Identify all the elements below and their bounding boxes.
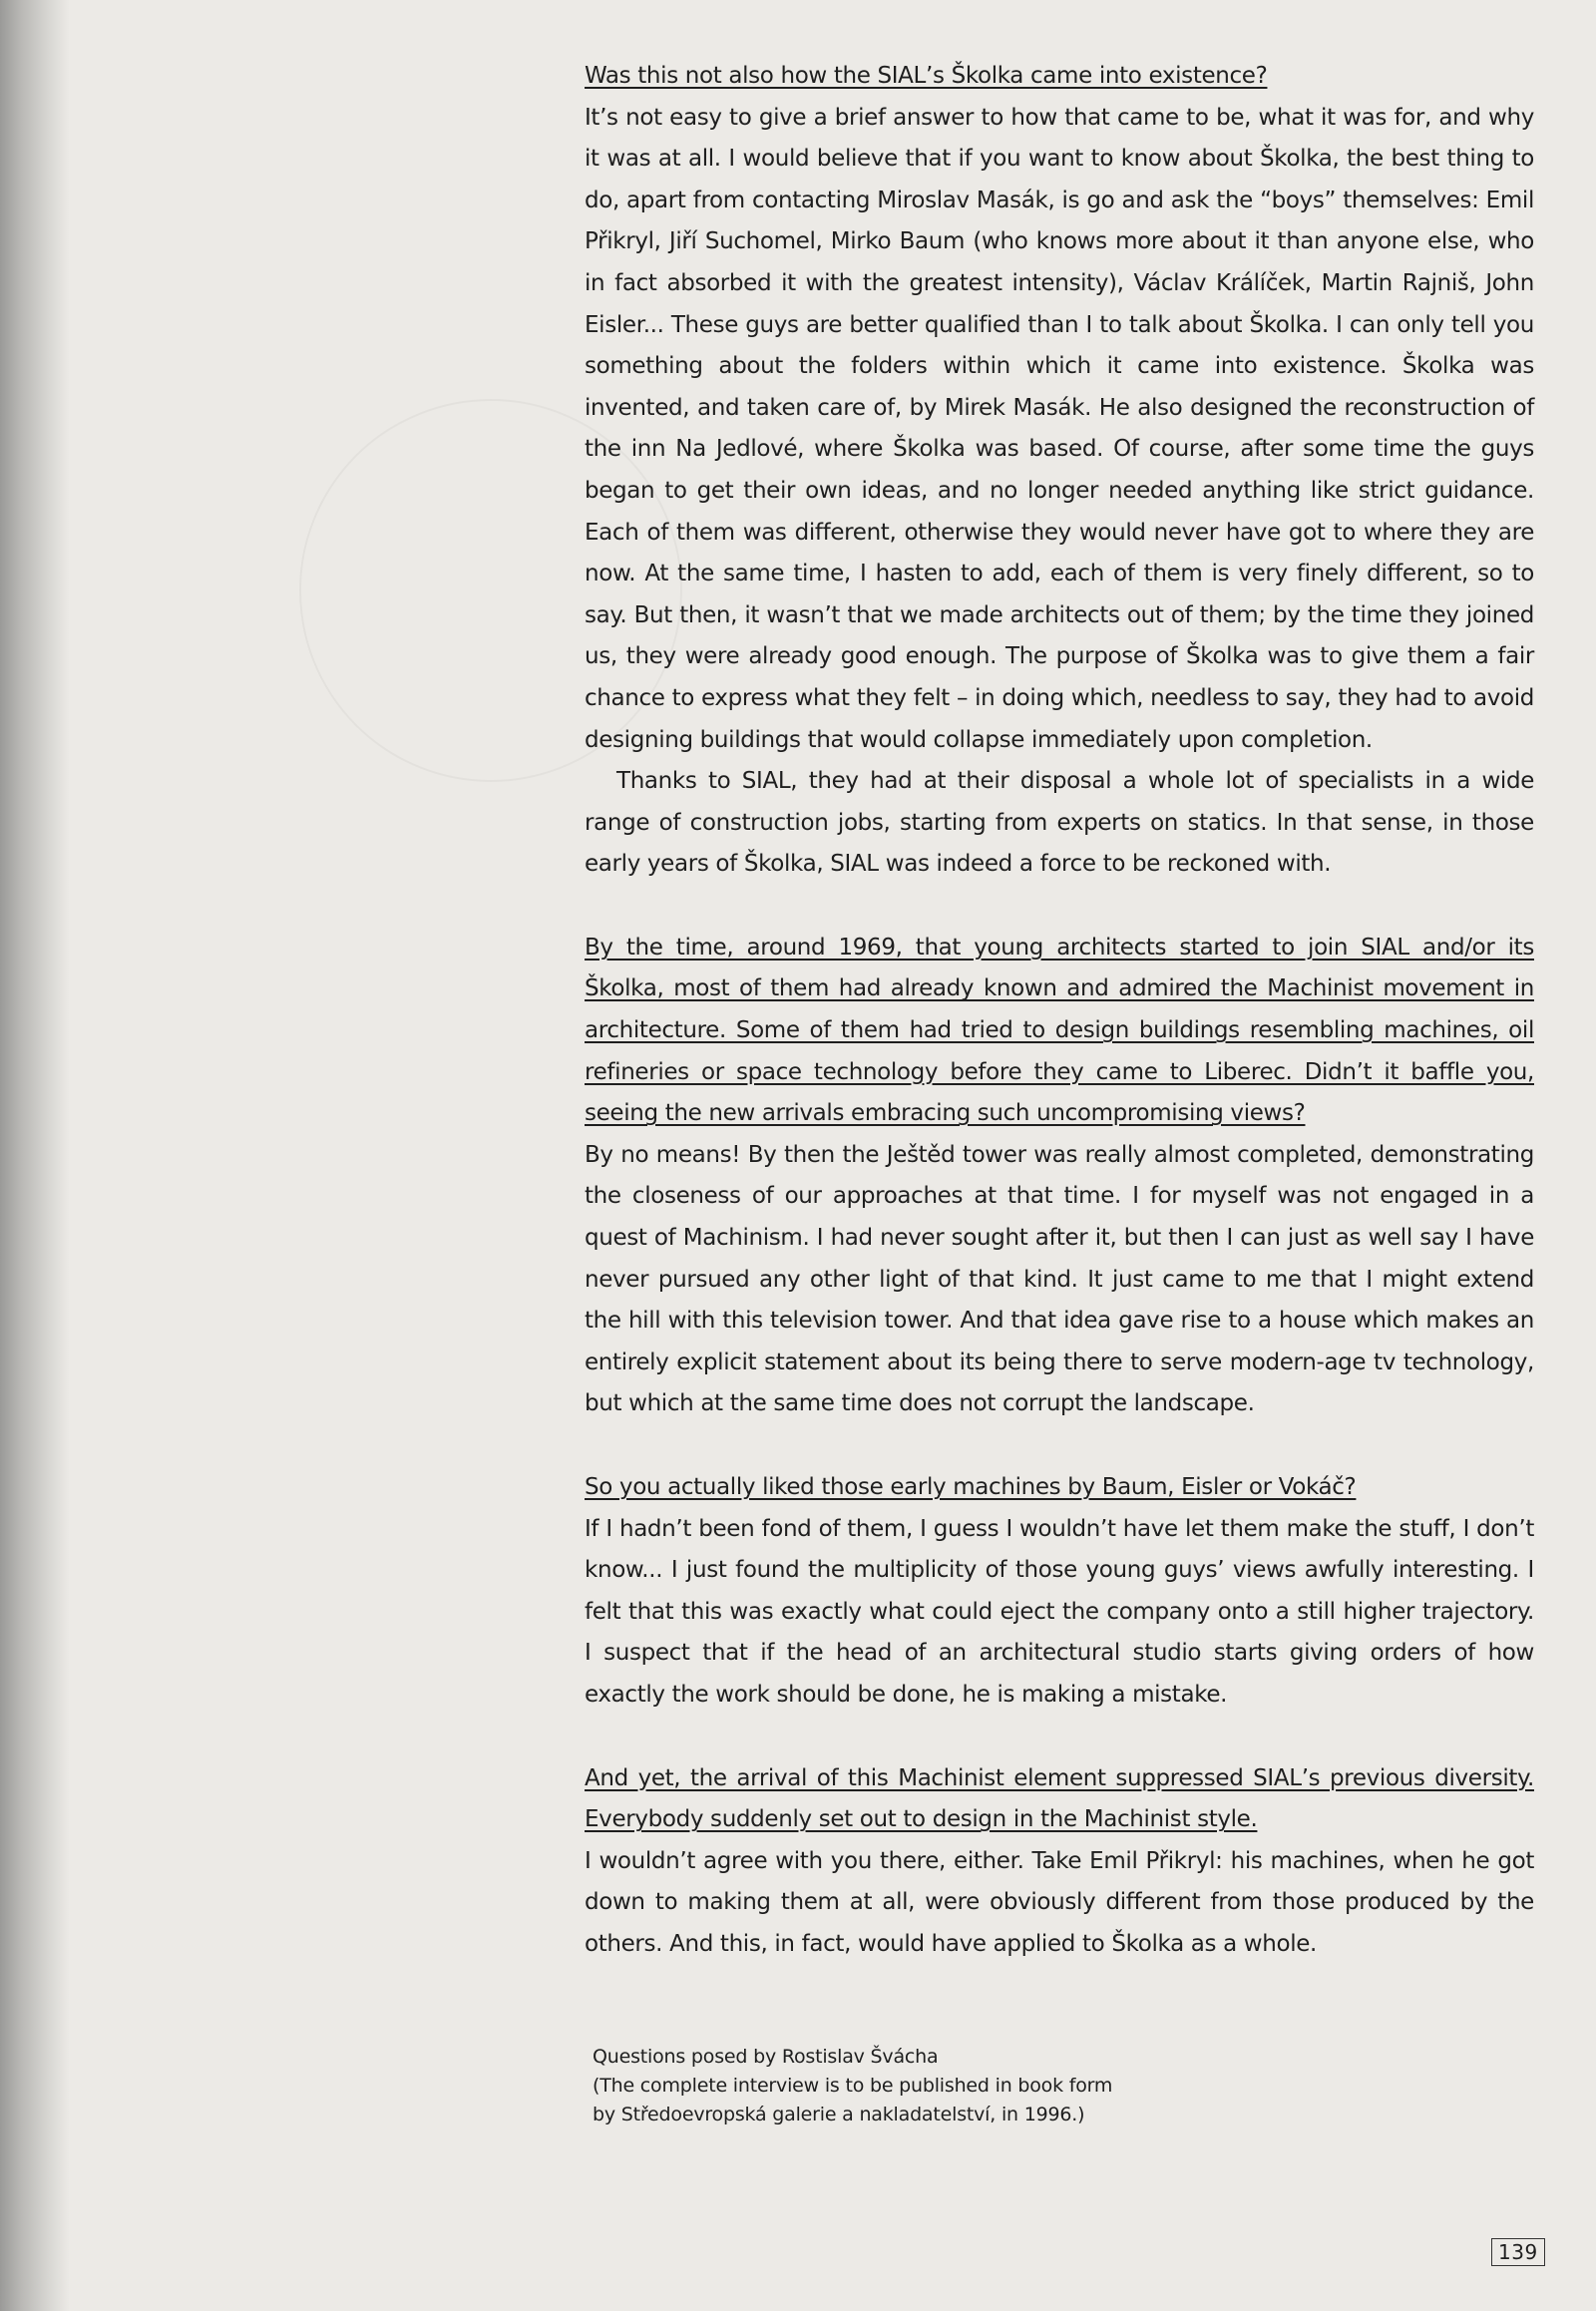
interview-text [585, 56, 1534, 1966]
paragraph-gap [585, 1425, 1534, 1467]
credits-line-1: Questions posed by Rostislav Švácha [593, 2046, 939, 2068]
credits-note [593, 2043, 1291, 2129]
credits-line-3: by Středoevropská galerie a nakladatelství, in 1996.) [593, 2104, 1085, 2125]
paragraph-gap [585, 886, 1534, 928]
answer-4: I wouldn’t agree with you there, either. Take Emil Přikryl: his machines, when he got down to making them at all, were obviously different from those produced by the others. And this, in fact, would have applied to Školka as a whole. [585, 1847, 1534, 1957]
answer-3: If I hadn’t been fond of them, I guess I wouldn’t have let them make the stuff, I don’t know... I just found the multiplicity of those young guys’ views awfully interesting. I felt that this was exactly what could eject the company onto a still higher trajectory. I suspect that if the head of an architectural studio starts giving orders of how exactly the work should be done, he is making a mistake. [585, 1515, 1534, 1708]
page-number: 139 [1491, 2238, 1545, 2266]
question-3: So you actually liked those early machines by Baum, Eisler or Vokáč? [585, 1474, 1357, 1500]
answer-1-paragraph-1: It’s not easy to give a brief answer to how that came to be, what it was for, and why it was at all. I would believe that if you want to know about Školka, the best thing to do, apart from contacting Miroslav Masák, is go and ask the “boys” themselves: Emil Přikryl, Jiří Suchomel, Mirko Baum (who knows more about it than anyone else, who in fact absorbed it with the greatest intensity), Václav Králíček, Martin Rajniš, John Eisler... These guys are better qualified than I to talk about Školka. I can only tell you something about the folders within which it came into existence. Školka was invented, and taken care of, by Mirek Masák. He also designed the reconstruction of the inn Na Jedlové, where Školka was based. Of course, after some time the guys began to get their own ideas, and no longer needed anything like strict guidance. Each of them was different, otherwise they would never have got to where they are now. At the same time, I hasten to add, each of them is very finely different, so to say. But then, it wasn’t that we made architects out of them; by the time they joined us, they were already good enough. The purpose of Školka was to give them a fair chance to express what they felt – in doing which, needless to say, they had to avoid designing buildings that would collapse immediately upon completion. [585, 104, 1534, 753]
answer-2: By no means! By then the Ještěd tower was really almost completed, demonstrating the closeness of our approaches at that time. I for myself was not engaged in a quest of Machinism. I had never sought after it, but then I can just as well say I have never pursued any other light of that kind. It just came to me that I might extend the hill with this television tower. And that idea gave rise to a house which makes an entirely explicit statement about its being there to serve modern-age tv technology, but which at the same time does not corrupt the landscape. [585, 1141, 1534, 1417]
question-4: And yet, the arrival of this Machinist element suppressed SIAL’s previous diversity. Everybody suddenly set out to design in the Machinist style. [585, 1764, 1534, 1833]
answer-1-paragraph-2: Thanks to SIAL, they had at their disposal a whole lot of specialists in a wide range of construction jobs, starting from experts on statics. In that sense, in those early years of Školka, SIAL was indeed a force to be reckoned with. [585, 768, 1534, 878]
question-1: Was this not also how the SIAL’s Školka came into existence? [585, 63, 1268, 89]
credits-line-2: (The complete interview is to be published in book form [593, 2075, 1113, 2097]
question-2: By the time, around 1969, that young architects started to join SIAL and/or its Školka, most of them had already known and admired the Machinist movement in architecture. Some of them had tried to design buildings resembling machines, oil refineries or space technology before they came to Liberec. Didn’t it baffle you, seeing the new arrivals embracing such uncompromising views? [585, 934, 1534, 1127]
paragraph-gap [585, 1717, 1534, 1758]
book-spine-shadow [0, 0, 70, 2311]
